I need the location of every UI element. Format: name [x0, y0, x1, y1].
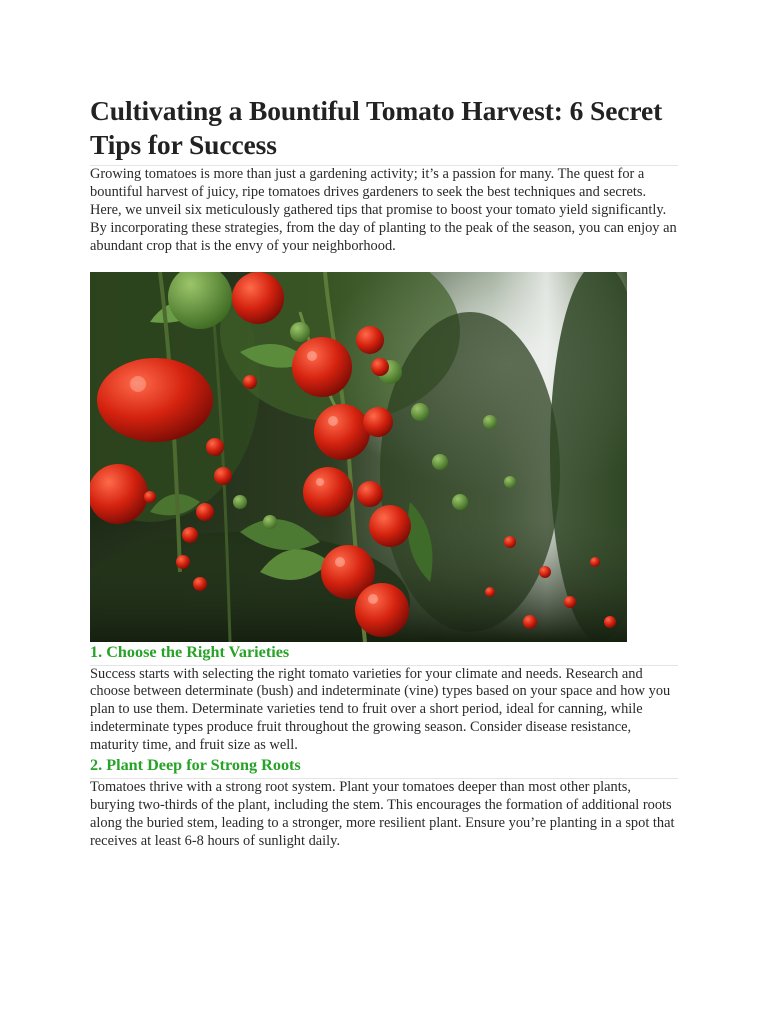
article	[90, 94, 678, 851]
section-body-roots: Tomatoes thrive with a strong root system. Plant your tomatoes deeper than most other plants, burying two-thirds of the plant, including the stem. This encourages the formation of additional roots along the buried stem, leading to a stronger, more resilient plant. Ensure you’re planting in a spot that receives at least 6-8 hours of sunlight daily.	[90, 779, 675, 849]
section-body-varieties: Success starts with selecting the right tomato varieties for your climate and needs. Research and choose between determinate (bush) and indeterminate (vine) types based on your space and how you plan to use them. Determinate varieties tend to fruit over a short period, ideal for canning, while indeterminate types produce fruit throughout the growing season. Consider disease resistance, maturity time, and fruit size as well.	[90, 665, 671, 754]
section-heading-varieties: 1. Choose the Right Varieties	[90, 642, 678, 666]
section-heading-roots: 2. Plant Deep for Strong Roots	[90, 755, 678, 779]
article-title: Cultivating a Bountiful Tomato Harvest: 6 Secret Tips for Success	[90, 94, 678, 166]
intro-paragraph: Growing tomatoes is more than just a gardening activity; it’s a passion for many. The quest for a bountiful harvest of juicy, ripe tomatoes drives gardeners to seek the best techniques and secrets. Here, we unveil six meticulously gathered tips that promise to boost your tomato yield significantly. By incorporating these strategies, from the day of planting to the peak of the season, you can enjoy an abundant crop that is the envy of your neighborhood.	[90, 166, 677, 254]
tomato-greenhouse-photo	[90, 272, 627, 642]
